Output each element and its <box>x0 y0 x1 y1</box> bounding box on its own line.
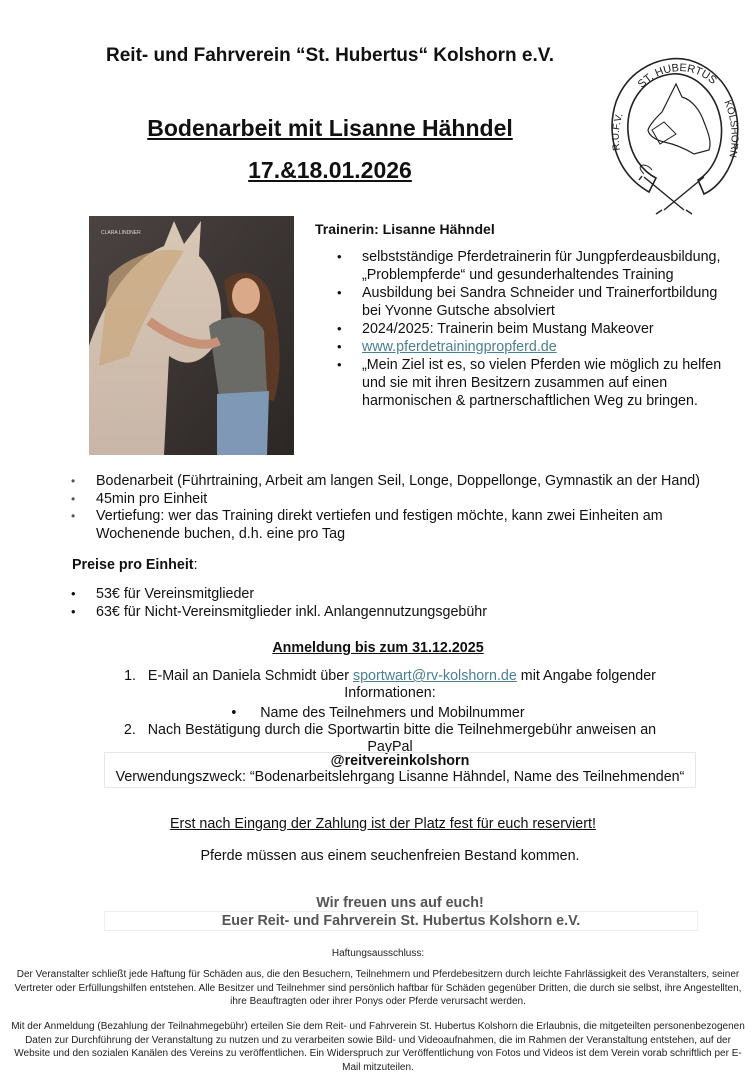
course-detail-item: • Vertiefung: wer das Training direkt vertiefen und festigen möchte, kann zwei Einheiten am Wochenende buchen, d.h. eine pro Tag <box>70 508 740 543</box>
event-date: 17.&18.01.2026 <box>248 157 412 183</box>
registration-step-1: 1. E-Mail an Daniela Schmidt über sportwart@rv-kolshorn.de mit Angabe folgender Informationen: <box>124 668 656 701</box>
registration-email-link[interactable]: sportwart@rv-kolshorn.de <box>352 668 517 684</box>
trainer-info-item: • „Mein Ziel ist es, so vielen Pferden wie möglich zu helfen und sie mit ihren Besitzern zusammen auf einen harmonischen & partnerschaftlichen Weg zu bringen. <box>335 356 725 410</box>
trainer-info-item: • Ausbildung bei Sandra Schneider und Trainerfortbildung bei Yvonne Gutsche absolviert <box>335 284 725 320</box>
price-list <box>70 585 670 621</box>
svg-text:R.U.F.V.: R.U.F.V. <box>610 111 626 152</box>
trainer-info-item: • selbstständige Pferdetrainerin für Jungpferdeausbildung, „Problempferde“ und gesunderhaltendes Training <box>335 248 725 284</box>
svg-text:KOLSHORN: KOLSHORN <box>721 98 740 159</box>
trainer-info-item: • 2024/2025: Trainerin beim Mustang Makeover <box>335 320 725 338</box>
trainer-info-list <box>335 248 725 410</box>
trainer-with-horse-image <box>89 216 294 455</box>
registration-step-2: 2. Nach Bestätigung durch die Sportwartin bitte die Teilnehmergebühr anweisen an PayPal <box>123 722 657 755</box>
registration-step-1-subitem: • Name des Teilnehmers und Mobilnummer <box>231 705 525 721</box>
trainer-photo <box>89 216 294 455</box>
trainer-website-link[interactable]: www.pferdetrainingpropferd.de <box>362 339 557 355</box>
payment-reference: Verwendungszweck: “Bodenarbeitslehrgang Lisanne Hähndel, Name des Teilnehmenden“ <box>115 769 685 785</box>
club-logo <box>604 52 746 218</box>
event-title: Bodenarbeit mit Lisanne Hähndel <box>147 115 513 141</box>
course-details-list <box>70 473 740 543</box>
trainer-info-item <box>335 338 725 356</box>
course-detail-item: • Bodenarbeit (Führtraining, Arbeit am langen Seil, Longe, Doppellonge, Gymnastik an der Hand) <box>70 473 740 491</box>
price-item: • 53€ für Vereinsmitglieder <box>70 585 670 603</box>
liability-heading: Haftungsausschluss: <box>331 948 425 959</box>
closing-signature: Euer Reit- und Fahrverein St. Hubertus Kolshorn e.V. <box>104 911 698 931</box>
paypal-info-box <box>104 752 696 788</box>
trainer-heading: Trainerin: Lisanne Hähndel <box>315 221 495 237</box>
course-detail-item: • 45min pro Einheit <box>70 491 740 509</box>
svg-text:CLARA LINDNER: CLARA LINDNER <box>101 230 141 236</box>
reservation-note: Erst nach Eingang der Zahlung ist der Platz fest für euch reserviert! <box>170 816 596 832</box>
prices-heading: Preise pro Einheit: <box>72 557 198 573</box>
closing-greeting: Wir freuen uns auf euch! <box>316 895 484 911</box>
club-name: Reit- und Fahrverein “St. Hubertus“ Kolshorn e.V. <box>106 45 554 66</box>
paypal-handle: @reitvereinkolshorn <box>330 753 470 769</box>
svg-text:ST. HUBERTUS: ST. HUBERTUS <box>635 62 719 91</box>
liability-text: Der Veranstalter schließt jede Haftung für Schäden aus, die den Besuchern, Teilnehmern und Pferdebesitzern durch leichte Fahrlässigkeit des Veranstalters, seiner Vertreter oder Erfüllungshilfen entstehen. Alle Besitzer und Teilnehmer sind persönlich haftbar für Schäden gegenüber Dritten, die durch sie selbst, ihre Angestellten, ihre Beauftragten oder ihrer Ponys oder Pferde verursacht werden. <box>14 969 742 1007</box>
price-item: • 63€ für Nicht-Vereinsmitglieder inkl. Anlangennutzungsgebühr <box>70 603 670 621</box>
horses-note: Pferde müssen aus einem seuchenfreien Bestand kommen. <box>200 848 580 864</box>
registration-heading: Anmeldung bis zum 31.12.2025 <box>272 640 484 656</box>
consent-text: Mit der Anmeldung (Bezahlung der Teilnahmegebühr) erteilen Sie dem Reit- und Fahrverein St. Hubertus Kolshorn die Erlaubnis, die mitgeteilten personenbezogenen Daten zur Durchführung der Veranstaltung zu nutzen und zu verarbeiten sowie Bild- und Videoaufnahmen, die im Rahmen der Veranstaltung entstehen, auf der Website und den sozialen Kanälen des Vereins zu veröffentlichen. Ein Widerspruch zur Veröffentlichung von Fotos und Videos ist dem Verein vorab schriftlich per E-Mail mitzuteilen. <box>11 1021 745 1073</box>
horseshoe-logo-icon <box>604 52 746 218</box>
